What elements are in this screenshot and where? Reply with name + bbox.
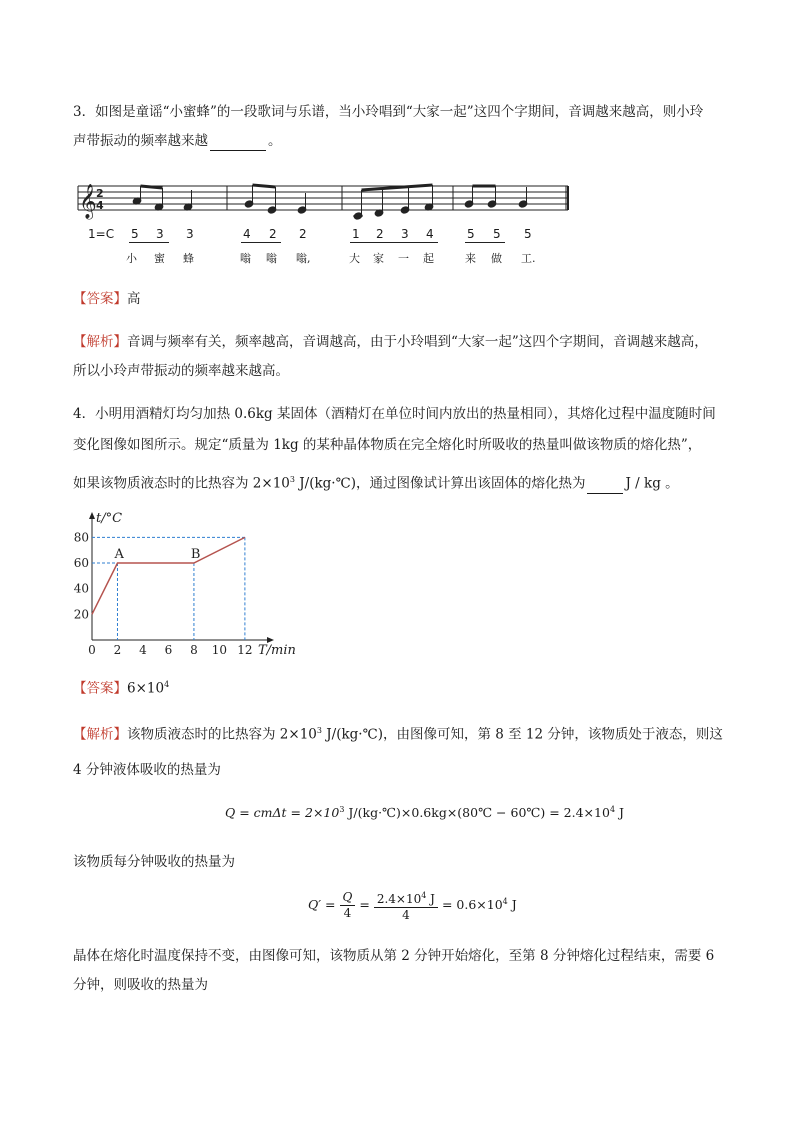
analysis-text-pre: 该物质液态时的比热容为 2×10 — [127, 726, 317, 743]
q4-answer — [73, 675, 169, 699]
eq2-f2-num-unit: J — [426, 892, 435, 906]
q3-analysis-line1 — [73, 332, 708, 352]
q3-line2-end: 。 — [268, 133, 282, 149]
jianpu-number: 4 — [426, 227, 434, 241]
equation-heat-per-minute — [308, 888, 517, 923]
jianpu-number: 5 — [493, 227, 501, 241]
jianpu-underline — [350, 242, 438, 243]
x-tick-label: 8 — [190, 643, 198, 657]
lyric-char: 嗡 — [266, 252, 277, 265]
jianpu-number: 5 — [524, 227, 532, 241]
key-signature: 1=C — [88, 227, 115, 241]
jianpu-number: 2 — [269, 227, 277, 241]
jianpu-number: 5 — [467, 227, 475, 241]
equation-heat-liquid — [225, 805, 624, 820]
eq2-equals: = — [359, 897, 370, 912]
y-tick-label: 40 — [73, 581, 89, 596]
q4-line3-post: J / kg 。 — [625, 475, 679, 492]
jianpu-underline — [241, 242, 281, 243]
q4-line3-mid: J/(kg·℃)，通过图像试计算出该固体的熔化热为 — [294, 475, 586, 492]
jianpu-underline — [465, 242, 505, 243]
lyric-char: 来 — [465, 252, 476, 265]
q4-analysis-line5: 分钟，则吸收的热量为 — [73, 977, 208, 993]
eq2-f2-den: 4 — [402, 908, 410, 922]
analysis-text-post: J/(kg·℃)，由图像可知，第 8 至 12 分钟，该物质处于液态，则这 — [321, 726, 723, 743]
x-tick-label: 6 — [164, 643, 173, 657]
q4-line3-exp: 3 — [289, 475, 295, 484]
q4-question-line2: 变化图像如图所示。规定“质量为 1kg 的某种晶体物质在完全熔化时所吸收的热量叫做该物质的熔化热”， — [73, 437, 702, 453]
eq2-fraction-1 — [340, 890, 356, 921]
q4-analysis-line3: 该物质每分钟吸收的热量为 — [73, 854, 235, 870]
eq2-rhs: = 0.6×10 — [441, 897, 503, 912]
lyric-char: 嗡 — [240, 252, 251, 265]
answer-value: 6×10 — [127, 680, 165, 697]
music-score — [74, 178, 574, 220]
eq2-f2-num-exp: 4 — [421, 891, 427, 900]
lyric-char: 一 — [398, 252, 409, 265]
jianpu-number: 3 — [401, 227, 409, 241]
jianpu-number: 2 — [299, 227, 307, 241]
eq2-f1-den: 4 — [343, 906, 352, 920]
eq2-f2-num-base: 2.4×10 — [376, 892, 422, 906]
y-axis-label: t/°C — [96, 512, 123, 526]
jianpu-number: 2 — [376, 227, 384, 241]
x-tick-label: 0 — [88, 643, 96, 657]
eq1-part-a: Q = cmΔt = 2×10 — [225, 805, 340, 821]
q4-answer-blank — [587, 479, 623, 494]
eq2-lhs: Q′ = — [308, 897, 336, 912]
y-tick-label: 80 — [73, 530, 89, 545]
time-signature-bottom: 4 — [96, 199, 104, 212]
q4-question-line1: 4．小明用酒精灯均匀加热 0.6kg 某固体（酒精灯在单位时间内放出的热量相同），其熔化过程中温度随时间 — [73, 406, 716, 422]
temperature-time-chart — [70, 512, 310, 662]
y-tick-label: 60 — [73, 556, 89, 571]
time-signature-top: 2 — [96, 187, 104, 200]
x-tick-label: 12 — [237, 643, 253, 657]
point-label-A: A — [114, 547, 124, 563]
point-label-B: B — [190, 547, 201, 563]
eq2-f2-num — [374, 888, 438, 908]
answer-label: 【答案】 — [73, 680, 127, 697]
lyric-char: 大 — [349, 252, 360, 265]
analysis-label: 【解析】 — [73, 334, 127, 350]
lyric-char: 蜜 — [154, 252, 165, 265]
x-axis-label: T/min — [258, 643, 296, 658]
q3-question-line1: 3．如图是童谣“小蜜蜂”的一段歌词与乐谱，当小玲唱到“大家一起”这四个字期间，音调越来越高，则小玲 — [73, 104, 704, 120]
jianpu-underline — [129, 242, 169, 243]
analysis-label: 【解析】 — [73, 726, 127, 743]
q4-analysis-line2: 4 分钟液体吸收的热量为 — [73, 762, 221, 778]
lyric-char: 家 — [373, 252, 384, 265]
eq2-f1-num: Q — [340, 890, 356, 906]
lyric-char: 蜂 — [183, 252, 194, 265]
eq1-exp-b: 4 — [609, 805, 616, 814]
q4-line3-pre: 如果该物质液态时的比热容为 2×10 — [73, 475, 290, 492]
eq2-fraction-2 — [374, 888, 438, 923]
eq1-exp-a: 3 — [339, 805, 345, 814]
answer-exponent: 4 — [164, 680, 170, 689]
jianpu-number: 3 — [156, 227, 164, 241]
jianpu-number: 3 — [186, 227, 194, 241]
lyric-char: 起 — [423, 252, 434, 265]
x-tick-label: 10 — [211, 643, 228, 657]
analysis-text: 音调与频率有关，频率越高，音调越高，由于小玲唱到“大家一起”这四个字期间，音调越来越高， — [127, 334, 708, 350]
q4-question-line3 — [73, 470, 679, 494]
q3-answer-blank — [210, 136, 266, 151]
q4-analysis-line4: 晶体在熔化时温度保持不变，由图像可知，该物质从第 2 分钟开始熔化，至第 8 分钟熔化过程结束，需要 6 — [73, 948, 715, 964]
eq2-rhs-exp: 4 — [502, 896, 508, 906]
q3-analysis-line2: 所以小玲声带振动的频率越来越高。 — [73, 363, 289, 379]
q3-question-line2 — [73, 131, 282, 151]
lyric-char: 做 — [491, 252, 502, 265]
treble-clef-icon: 𝄞 — [79, 184, 97, 219]
q4-analysis-line1 — [73, 721, 723, 745]
analysis-exp: 3 — [316, 726, 322, 735]
jianpu-number: 4 — [243, 227, 251, 241]
q3-line2-text: 声带振动的频率越来越 — [73, 133, 208, 149]
eq1-part-b: J/(kg·℃)×0.6kg×(80℃ − 60℃) = 2.4×10 — [344, 805, 610, 821]
jianpu-number: 5 — [131, 227, 139, 241]
answer-value: 高 — [127, 291, 141, 307]
eq1-part-c: J — [615, 805, 625, 821]
x-tick-label: 4 — [139, 643, 147, 657]
jianpu-number: 1 — [352, 227, 360, 241]
y-axis-arrow-icon — [89, 512, 95, 519]
lyric-char: 工. — [521, 252, 536, 265]
x-tick-label: 2 — [113, 643, 122, 657]
y-tick-label: 20 — [73, 607, 89, 622]
lyric-char: 小 — [126, 252, 137, 265]
answer-label: 【答案】 — [73, 291, 127, 307]
lyric-char: 嗡, — [296, 252, 311, 265]
eq2-rhs-unit: J — [507, 897, 517, 912]
q3-answer — [73, 289, 141, 309]
